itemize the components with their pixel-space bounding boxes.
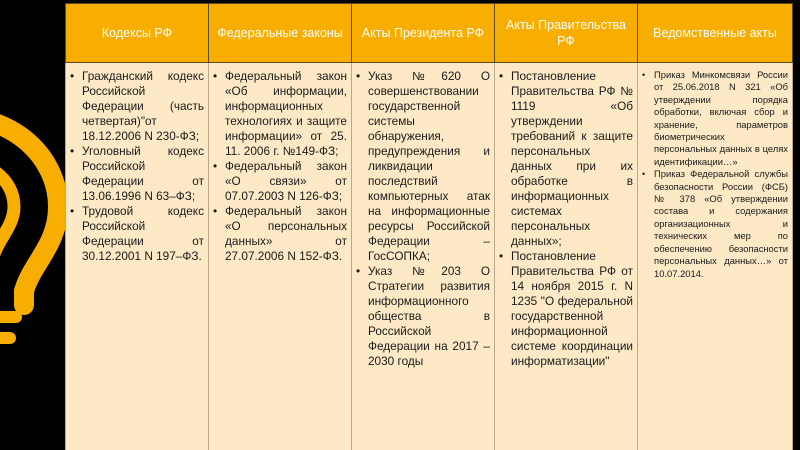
header-government-acts: Акты Правительства РФ <box>495 4 638 63</box>
list-item: • Федеральный закон «Об информации, информационных технологиях и защите информации» от 25. 11. 2006 г. №149-ФЗ; <box>213 69 347 159</box>
federal-laws-cell <box>209 63 352 450</box>
codes-cell <box>66 63 209 450</box>
content-row <box>66 63 793 450</box>
header-federal-laws: Федеральные законы <box>209 4 352 63</box>
header-row <box>66 4 793 63</box>
list-item: • Уголовный кодекс Российской Федерации от 13.06.1996 N 63–ФЗ; <box>70 144 204 204</box>
list-item: • Указ №203 О Стратегии развития информационного общества в Российской Федерации на 2017 – 2030 годы <box>356 264 490 369</box>
light-bulb-icon <box>0 95 70 355</box>
list-item: • Гражданский кодекс Российской Федерации (часть четвертая)"от 18.12.2006 N 230-ФЗ; <box>70 69 204 144</box>
government-acts-cell <box>495 63 638 450</box>
header-department-acts: Ведомственные акты <box>638 4 793 63</box>
list-item: • Трудовой кодекс Российской Федерации от 30.12.2001 N 197–ФЗ. <box>70 204 204 264</box>
president-acts-cell <box>352 63 495 450</box>
header-president-acts: Акты Президента РФ <box>352 4 495 63</box>
department-acts-cell <box>638 63 793 450</box>
list-item: • Федеральный закон «О связи» от 07.07.2003 N 126-ФЗ; <box>213 159 347 204</box>
list-item: • Указ №620 О совершенствовании государственной системы обнаружения, предупреждения и ликвидации последствий компьютерных атак на информационные ресурсы Российской Федерации – ГосСОПКА; <box>356 69 490 264</box>
list-item: • Федеральный закон «О персональных данных» от 27.07.2006 N 152-ФЗ. <box>213 204 347 264</box>
list-item: • Приказ Минкомсвязи России от 25.06.2018 N 321 «Об утверждении порядка обработки, включая сбор и хранение, параметров биометрических персональных данных в целях идентификации…» <box>642 69 788 168</box>
list-item: • Постановление Правительства РФ № 1119 «Об утверждении требований к защите персональных данных при их обработке в информационных системах персональных данных»; <box>499 69 633 249</box>
list-item: • Постановление Правительства РФ от 14 ноября 2015 г. N 1235 "О федеральной государственной информационной системе координации информатизации" <box>499 249 633 369</box>
header-codes: Кодексы РФ <box>66 4 209 63</box>
legal-acts-table <box>65 3 793 450</box>
list-item: • Приказ Федеральной службы безопасности России (ФСБ) № 378 «Об утверждении состава и содержания организационных и технических мер по обеспечению безопасности персональных данных…» от 10.07.2014. <box>642 168 788 280</box>
